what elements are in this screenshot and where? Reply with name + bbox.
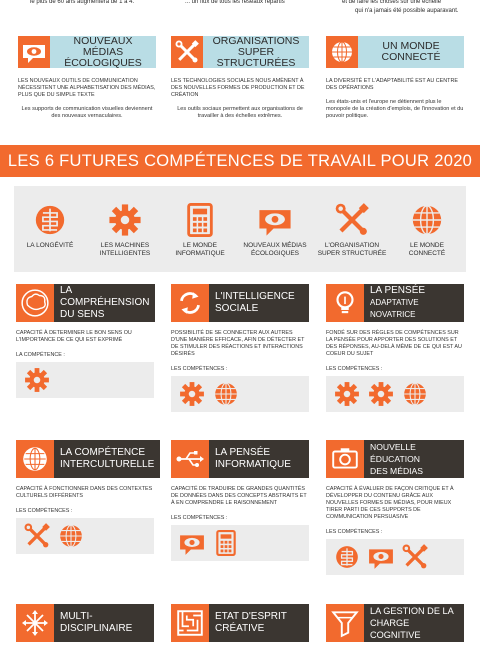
card-desc: FONDÉ SUR DES RÈGLES DE COMPÉTENCES SUR LA PENSÉE POUR APPORTER DES SOLUTIONS ET DES RÉPONSES, AU-DELÀ MÊME DE CE QUI EST AU COEUR DU SUJET (326, 330, 462, 357)
brain-icon (16, 284, 54, 322)
top-text-right-1: et de faire les choses sur une échelle (342, 0, 442, 5)
driver-title: NOUVEAUX MÉDIAS ÉCOLOGIQUES (50, 36, 156, 68)
competence-label: LES COMPÉTENCES : (326, 529, 383, 535)
card-competence-interculturelle (16, 440, 154, 554)
section-banner: LES 6 FUTURES COMPÉTENCES DE TRAVAIL POUR 2020 (0, 145, 480, 177)
card-title: LA COMPÉTENCE INTERCULTURELLE (54, 440, 160, 478)
globe-icon (213, 381, 239, 407)
globe-icon (326, 36, 358, 68)
driver-monde-connecte (326, 36, 464, 120)
longevity-symbol-icon (334, 544, 360, 570)
card-desc: CAPACITÉ À ÉVALUER DE FAÇON CRITIQUE ET À DÉVELOPPER DU CONTENU GRÂCE AUX NOUVELLES FORMES DE MÉDIAS, POUR MIEUX TIRER PARTI DE CES SUPPORTS DE COMMUNICATION PERSUASIVE (326, 486, 454, 520)
driver-desc: LES NOUVEAUX OUTILS DE COMMUNICATION NÉCESSITENT UNE ALPHABETISATION DES MÉDIAS, PLUS QUE DU SIMPLE TEXTE (18, 78, 156, 98)
eye-speech-icon (258, 203, 292, 237)
card-title: LA GESTION DE LA CHARGE COGNITIVE (364, 604, 464, 642)
gear-icon (334, 381, 360, 407)
skill-label: LA LONGÉVITÉ (26, 242, 74, 249)
card-desc: CAPACITÉ DE TRADUIRE DE GRANDES QUANTITÉS DE DONNÉES DANS DES CONCEPTS ABSTRAITS ET À EN COMPRENDRE LE RAISONNEMENT (171, 486, 307, 506)
longevity-symbol-icon (33, 203, 67, 237)
calculator-icon (213, 530, 239, 556)
eye-speech-icon (179, 530, 205, 556)
globe-icon (58, 523, 84, 549)
skill-nouveaux-medias: NOUVEAUX MÉDIAS ÉCOLOGIQUES (235, 186, 315, 258)
wrench-screwdriver-icon (402, 544, 428, 570)
eye-speech-icon (18, 36, 50, 68)
competence-icons (326, 539, 464, 575)
globe-icon (402, 381, 428, 407)
card-intelligence-sociale (171, 284, 309, 412)
card-gestion-charge-cognitive (326, 604, 464, 642)
competence-label: LES COMPÉTENCES : (171, 366, 228, 372)
skill-label: L'ORGANISATION (324, 242, 380, 249)
driver-organisations (171, 36, 309, 120)
card-title: ETAT D'ESPRIT CRÉATIVE (209, 604, 309, 642)
card-title: LA PENSÉE INFORMATIQUE (209, 440, 309, 478)
card-desc: CAPACITÉ À DETERMINER LE BON SENS OU L'IMPORTANCE DE CE QUI EST EXPRIMÉ (16, 330, 132, 343)
card-title: LA COMPRÉHENSION DU SENS (54, 284, 155, 322)
wrench-screwdriver-icon (24, 523, 50, 549)
skills-panel (14, 186, 466, 272)
maze-icon (171, 604, 209, 642)
globe-icon (16, 440, 54, 478)
card-pensee-informatique (171, 440, 309, 561)
card-multidisciplinaire (16, 604, 154, 642)
gear-icon (24, 367, 50, 393)
card-title: NOUVELLE ÉDUCATION DES MÉDIAS (364, 440, 464, 478)
competence-icons (171, 376, 309, 412)
wrench-screwdriver-icon (335, 203, 369, 237)
gear-icon (108, 203, 142, 237)
camera-icon (326, 440, 364, 478)
card-title: LA PENSÉE ADAPTATIVE NOVATRICE (364, 284, 464, 322)
card-etat-esprit-creative (171, 604, 309, 642)
card-comprehension-sens (16, 284, 154, 398)
globe-icon (410, 203, 444, 237)
competence-label: LES COMPÉTENCES : (16, 508, 73, 514)
driver-desc: LA DIVERSITÉ ET L'ADAPTABILITÉ EST AU CENTRE DES OPÉRATIONS (326, 78, 458, 91)
skill-longevite (10, 186, 90, 250)
skill-label: LE MONDE (183, 242, 217, 249)
competence-icons (16, 518, 154, 554)
driver-desc: LES TECHNOLOGIES SOCIALES NOUS AMÈNENT À DES NOUVELLES FORMES DE PRODUCTION ET DE CRÉATION (171, 78, 305, 98)
competence-label: LES COMPÉTENCES : (326, 366, 383, 372)
gear-icon (368, 381, 394, 407)
driver-subdesc: Les états-unis et l'europe ne détiennent plus le monopole de la création d'emplois, de l'innovation et du pouvoir politique. (326, 99, 464, 119)
skill-label: NOUVEAUX MÉDIAS (243, 242, 307, 249)
card-pensee-adaptative (326, 284, 464, 412)
skill-organisation: L'ORGANISATION SUPER STRUCTURÉE (312, 186, 392, 258)
card-desc: CAPACITÉ À FONCTIONNER DANS DES CONTEXTES CULTURELS DIFFÉRENTS (16, 486, 153, 499)
top-text-right-2: qui n'a jamais été possible auparavant. (355, 8, 459, 14)
skill-label: LES MACHINES (100, 242, 150, 249)
lightbulb-icon (326, 284, 364, 322)
wrench-screwdriver-icon (171, 36, 203, 68)
skill-machines: LES MACHINES INTELLIGENTES (85, 186, 165, 258)
usb-icon (171, 440, 209, 478)
arrows-expand-icon (16, 604, 54, 642)
top-strip (0, 0, 480, 22)
top-text-center: ... un flux de tous les réseaux répartis (185, 0, 285, 5)
skill-label: LE MONDE (410, 242, 444, 249)
driver-subdesc: Les supports de communication visuelles deviennent des nouveaux vernaculaires. (21, 106, 153, 119)
funnel-icon (326, 604, 364, 642)
skill-monde-connecte: LE MONDE CONNECTÉ (387, 186, 467, 258)
competence-icons (171, 525, 309, 561)
driver-subdesc: Les outils sociaux permettent aux organisations de travailler à des échelles extrêmes. (177, 106, 303, 119)
competence-icons (326, 376, 464, 412)
calculator-icon (183, 203, 217, 237)
top-text-left: le plus de 60 ans augmentera de 1 à 4. (30, 0, 135, 5)
card-education-medias (326, 440, 464, 575)
eye-speech-icon (368, 544, 394, 570)
gear-icon (179, 381, 205, 407)
card-desc: POSSIBILITÉ DE SE CONNECTER AUX AUTRES D'UNE MANIÈRE EFFICACE, AFIN DE DÉTECTER ET DE STIMULER DES RÉACTIONS ET INTERACTIONS DÉSIRÉS (171, 330, 305, 357)
card-title: L'INTELLIGENCE SOCIALE (209, 284, 309, 322)
competence-label: LES COMPÉTENCES : (171, 515, 228, 521)
skill-monde-informatique: LE MONDE INFORMATIQUE (160, 186, 240, 258)
driver-title: UN MONDE CONNECTÉ (358, 36, 464, 68)
driver-nouveaux-medias (18, 36, 156, 120)
competence-label: LA COMPÉTENCE : (16, 352, 65, 358)
refresh-arrows-icon (171, 284, 209, 322)
competence-icons (16, 362, 154, 398)
driver-title: ORGANISATIONS SUPER STRUCTURÉES (203, 36, 309, 68)
card-title: MULTI-DISCIPLINAIRE (54, 604, 154, 642)
